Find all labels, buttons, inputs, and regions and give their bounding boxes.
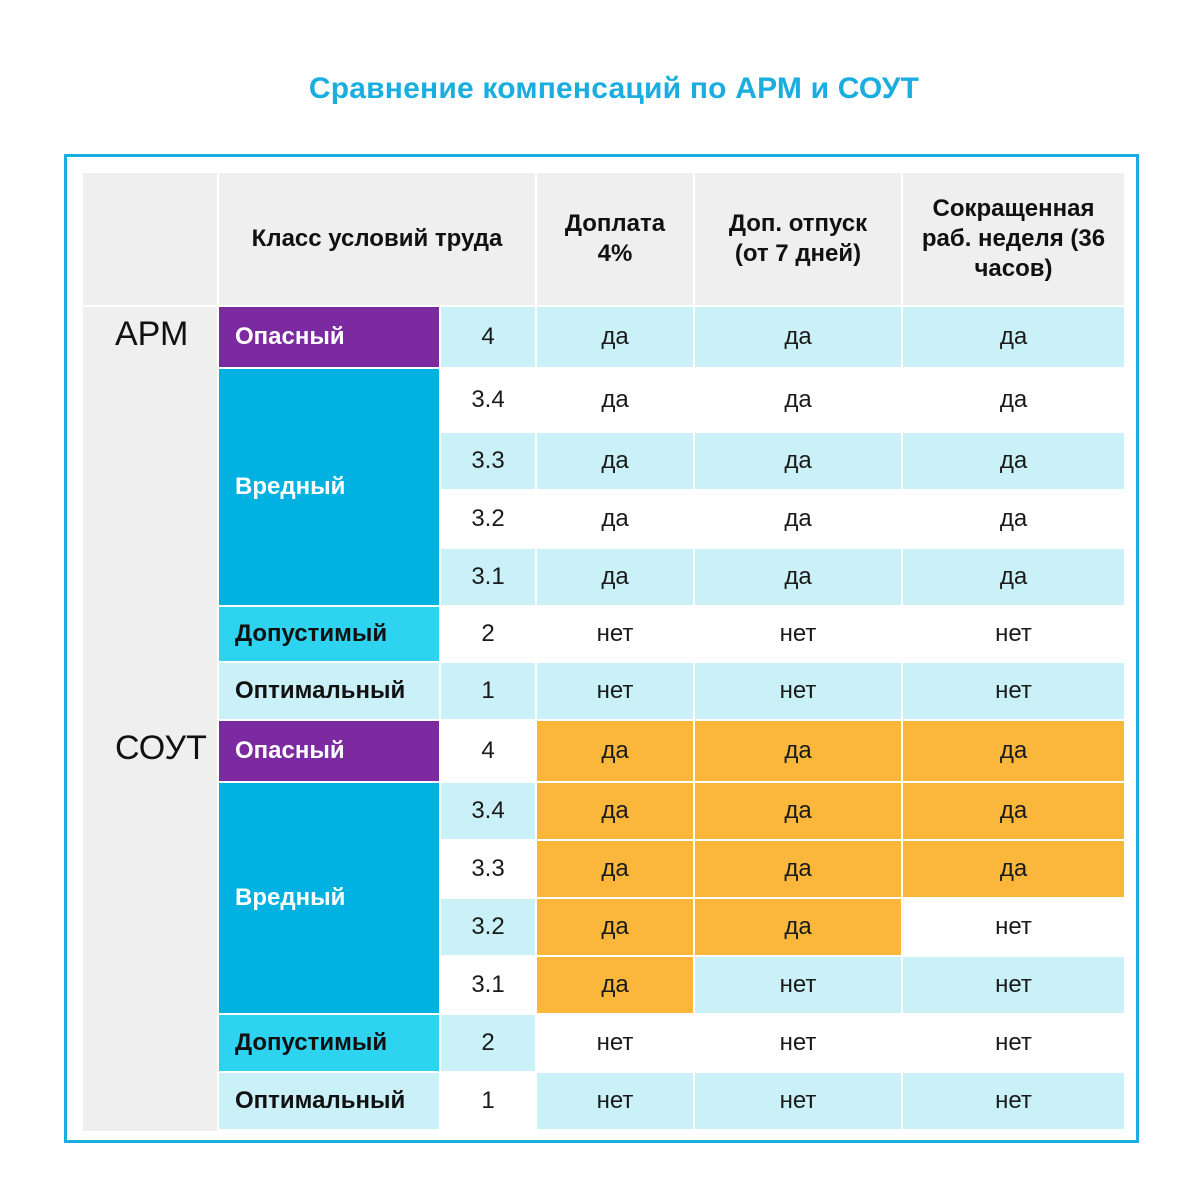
value-cell: нет: [695, 607, 901, 661]
subclass-cell: 4: [441, 721, 535, 781]
value-cell: да: [903, 783, 1124, 839]
value-cell: да: [695, 307, 901, 367]
value-cell: да: [695, 369, 901, 431]
value-cell: да: [695, 433, 901, 489]
value-cell: да: [903, 369, 1124, 431]
class-label-optimal: Оптимальный: [219, 663, 439, 719]
value-cell: нет: [537, 607, 693, 661]
value-cell: да: [903, 491, 1124, 547]
class-label-dangerous: Опасный: [219, 721, 439, 781]
header-class: Класс условий труда: [219, 173, 535, 305]
value-cell: нет: [903, 1015, 1124, 1071]
value-cell: нет: [695, 1015, 901, 1071]
value-cell: да: [537, 307, 693, 367]
value-cell: да: [695, 491, 901, 547]
header-extra-leave: Доп. отпуск (от 7 дней): [695, 173, 901, 305]
subclass-cell: 1: [441, 1073, 535, 1129]
value-cell: да: [537, 369, 693, 431]
comparison-table: [67, 157, 1136, 1140]
subclass-cell: 3.2: [441, 491, 535, 547]
value-cell: нет: [903, 957, 1124, 1013]
value-cell: да: [695, 899, 901, 955]
value-cell: нет: [903, 607, 1124, 661]
value-cell: да: [537, 841, 693, 897]
subclass-cell: 3.3: [441, 433, 535, 489]
value-cell: да: [537, 957, 693, 1013]
value-cell: нет: [695, 663, 901, 719]
value-cell: да: [903, 549, 1124, 605]
value-cell: да: [903, 307, 1124, 367]
value-cell: нет: [537, 663, 693, 719]
subclass-cell: 3.1: [441, 549, 535, 605]
value-cell: да: [695, 721, 901, 781]
subclass-cell: 1: [441, 663, 535, 719]
comparison-table-frame: [64, 154, 1139, 1143]
class-label-acceptable: Допустимый: [219, 607, 439, 661]
subclass-cell: 3.4: [441, 369, 535, 431]
value-cell: да: [537, 491, 693, 547]
value-cell: нет: [695, 957, 901, 1013]
value-cell: да: [903, 841, 1124, 897]
subclass-cell: 2: [441, 607, 535, 661]
header-short-week: Сокращенная раб. неделя (36 часов): [903, 173, 1124, 305]
value-cell: нет: [903, 899, 1124, 955]
subclass-cell: 2: [441, 1015, 535, 1071]
value-cell: нет: [695, 1073, 901, 1129]
value-cell: нет: [903, 1073, 1124, 1129]
value-cell: да: [903, 433, 1124, 489]
subclass-cell: 3.3: [441, 841, 535, 897]
subclass-cell: 3.1: [441, 957, 535, 1013]
value-cell: нет: [537, 1015, 693, 1071]
class-label-optimal: Оптимальный: [219, 1073, 439, 1129]
class-label-harmful: Вредный: [219, 369, 439, 605]
subclass-cell: 4: [441, 307, 535, 367]
header-surcharge: Доплата 4%: [537, 173, 693, 305]
value-cell: да: [537, 433, 693, 489]
value-cell: да: [537, 549, 693, 605]
subclass-cell: 3.4: [441, 783, 535, 839]
section-label-sout: СОУТ: [83, 721, 217, 1131]
page-title: Сравнение компенсаций по АРМ и СОУТ: [308, 72, 920, 105]
header-corner: [83, 173, 217, 305]
value-cell: да: [695, 841, 901, 897]
class-label-dangerous: Опасный: [219, 307, 439, 367]
value-cell: да: [537, 783, 693, 839]
value-cell: да: [695, 549, 901, 605]
value-cell: нет: [903, 663, 1124, 719]
section-label-arm: АРМ: [83, 307, 217, 721]
value-cell: да: [537, 899, 693, 955]
class-label-acceptable: Допустимый: [219, 1015, 439, 1071]
value-cell: да: [903, 721, 1124, 781]
value-cell: да: [695, 783, 901, 839]
value-cell: да: [537, 721, 693, 781]
class-label-harmful: Вредный: [219, 783, 439, 1013]
value-cell: нет: [537, 1073, 693, 1129]
subclass-cell: 3.2: [441, 899, 535, 955]
